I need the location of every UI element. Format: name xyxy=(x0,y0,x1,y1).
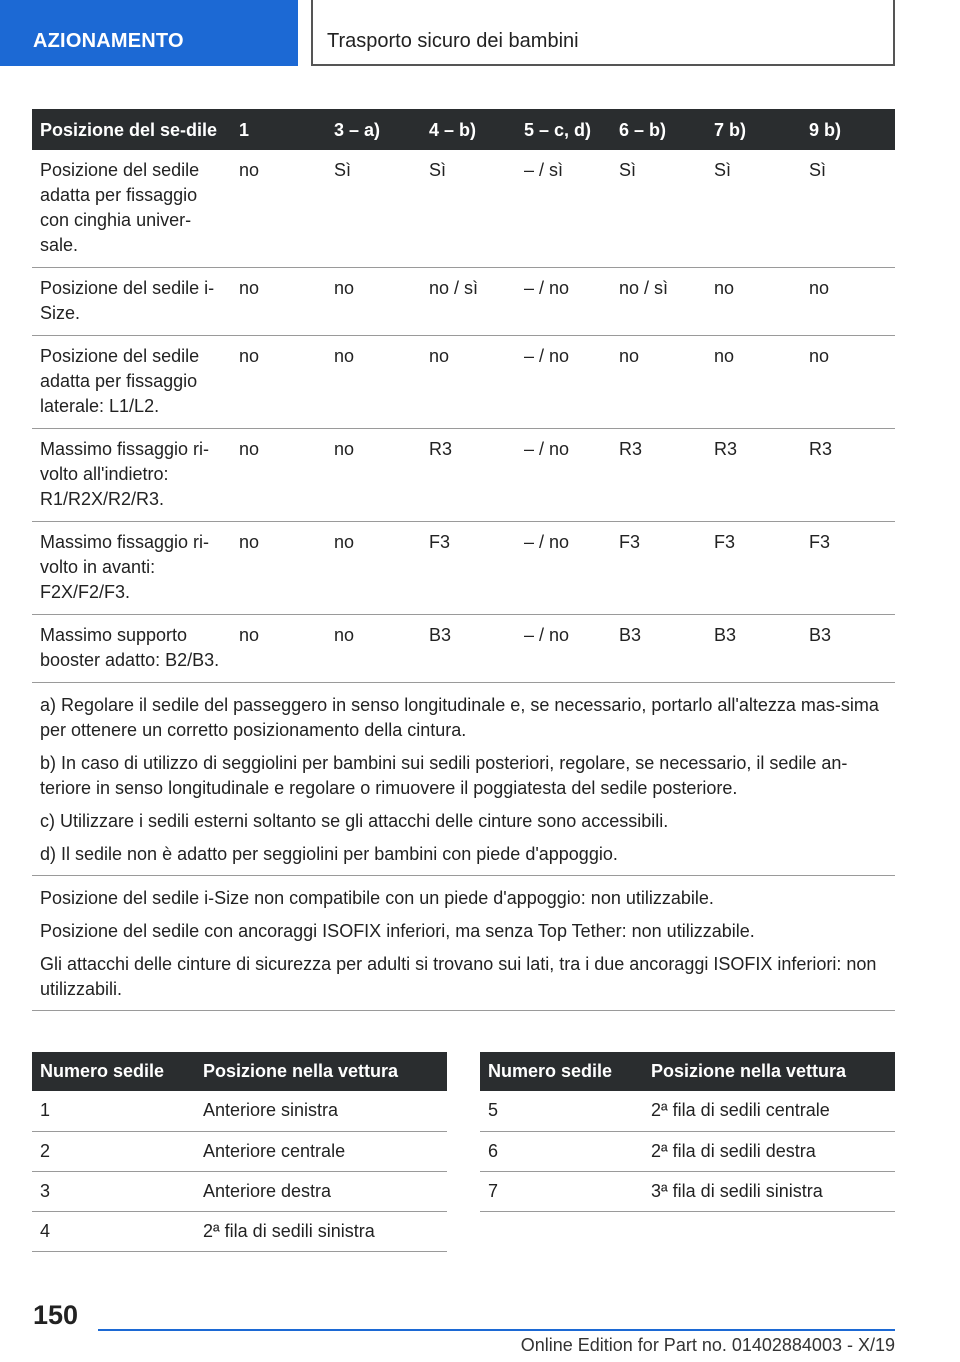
column-header: 6 – b) xyxy=(611,109,706,150)
table-cell: no xyxy=(801,336,895,429)
table-cell: Massimo supporto booster adatto: B2/B3. xyxy=(32,615,231,683)
table-cell: Posizione del sedile adatta per fissaggio con cinghia univer-sale. xyxy=(32,150,231,268)
table-cell: Sì xyxy=(326,150,421,268)
remark: Posizione del sedile i-Size non compatibile con un piede d'appoggio: non utilizzabile. xyxy=(40,888,714,908)
table-cell: B3 xyxy=(801,615,895,683)
footnotes-row xyxy=(32,683,895,876)
table-cell: B3 xyxy=(706,615,801,683)
seat-number: 6 xyxy=(480,1131,643,1171)
table-cell: no xyxy=(231,268,326,336)
table-cell: Sì xyxy=(706,150,801,268)
column-header: 3 – a) xyxy=(326,109,421,150)
seat-position: 2ª fila di sedili centrale xyxy=(643,1091,895,1131)
table-row xyxy=(32,1091,447,1131)
seat-position: 2ª fila di sedili destra xyxy=(643,1131,895,1171)
seat-position: Anteriore centrale xyxy=(195,1131,447,1171)
column-header: Posizione nella vettura xyxy=(195,1052,447,1091)
table-cell: no xyxy=(231,150,326,268)
table-cell: no xyxy=(611,336,706,429)
table-header-row xyxy=(32,109,895,150)
seat-number: 5 xyxy=(480,1091,643,1131)
column-header: Posizione del se-dile xyxy=(32,109,231,150)
column-header: Numero sedile xyxy=(480,1052,643,1091)
table-cell: Massimo fissaggio ri-volto all'indietro: R1/R2X/R2/R3. xyxy=(32,429,231,522)
table-row xyxy=(480,1171,895,1211)
page-number: 150 xyxy=(33,1300,79,1330)
table-row xyxy=(32,1131,447,1171)
seat-position: Anteriore destra xyxy=(195,1171,447,1211)
table-cell: B3 xyxy=(421,615,516,683)
footnote: b) In caso di utilizzo di seggiolini per bambini sui sedili posteriori, regolare, se necessario, il sedile an-teriore in senso longitudinale e regolare o rimuovere il poggiatesta del sedile posteriore. xyxy=(40,753,848,798)
table-cell: Sì xyxy=(421,150,516,268)
remarks-cell xyxy=(32,876,895,1011)
table-row xyxy=(32,336,895,429)
column-header: 5 – c, d) xyxy=(516,109,611,150)
seat-position: 2ª fila di sedili sinistra xyxy=(195,1211,447,1251)
table-cell: – / sì xyxy=(516,150,611,268)
compatibility-table xyxy=(32,109,895,1011)
table-cell: no xyxy=(231,336,326,429)
seat-number: 2 xyxy=(32,1131,195,1171)
table-cell: F3 xyxy=(611,522,706,615)
table-header-row xyxy=(32,1052,447,1091)
table-cell: – / no xyxy=(516,268,611,336)
table-row xyxy=(32,1211,447,1251)
table-cell: no xyxy=(421,336,516,429)
table-cell: no xyxy=(706,336,801,429)
footnote: c) Utilizzare i sedili esterni soltanto se gli attacchi delle cinture sono accessibili. xyxy=(40,811,669,831)
table-cell: no xyxy=(231,429,326,522)
table-cell: Sì xyxy=(801,150,895,268)
table-cell: – / no xyxy=(516,336,611,429)
table-cell: Sì xyxy=(611,150,706,268)
remark: Posizione del sedile con ancoraggi ISOFIX inferiori, ma senza Top Tether: non utilizzabile. xyxy=(40,921,755,941)
table-cell: Posizione del sedile i-Size. xyxy=(32,268,231,336)
section-tab[interactable]: AZIONAMENTO xyxy=(0,0,298,66)
seat-number: 3 xyxy=(32,1171,195,1211)
table-cell: – / no xyxy=(516,429,611,522)
footer-divider xyxy=(98,1329,895,1331)
seat-number-table-right xyxy=(480,1052,895,1212)
table-cell: no xyxy=(326,336,421,429)
column-header: 7 b) xyxy=(706,109,801,150)
seat-position: Anteriore sinistra xyxy=(195,1091,447,1131)
column-header: 4 – b) xyxy=(421,109,516,150)
table-cell: R3 xyxy=(611,429,706,522)
table-cell: F3 xyxy=(421,522,516,615)
table-header-row xyxy=(480,1052,895,1091)
table-row xyxy=(32,615,895,683)
table-cell: no xyxy=(231,522,326,615)
table-cell: Massimo fissaggio ri-volto in avanti: F2X/F2/F3. xyxy=(32,522,231,615)
table-cell: R3 xyxy=(706,429,801,522)
table-cell: F3 xyxy=(706,522,801,615)
column-header: 1 xyxy=(231,109,326,150)
table-cell: no xyxy=(801,268,895,336)
column-header: 9 b) xyxy=(801,109,895,150)
table-cell: no xyxy=(326,522,421,615)
table-cell: – / no xyxy=(516,615,611,683)
table-cell: F3 xyxy=(801,522,895,615)
seat-position: 3ª fila di sedili sinistra xyxy=(643,1171,895,1211)
footnote: d) Il sedile non è adatto per seggiolini per bambini con piede d'appoggio. xyxy=(40,844,618,864)
table-row xyxy=(32,268,895,336)
seat-number: 4 xyxy=(32,1211,195,1251)
footnote: a) Regolare il sedile del passeggero in senso longitudinale e, se necessario, portarlo all'altezza mas-sima per ottenere un corretto posizionamento della cintura. xyxy=(40,695,879,740)
table-cell: no xyxy=(706,268,801,336)
table-row xyxy=(480,1091,895,1131)
table-row xyxy=(32,522,895,615)
seat-number: 1 xyxy=(32,1091,195,1131)
table-cell: – / no xyxy=(516,522,611,615)
table-cell: no xyxy=(326,429,421,522)
seat-number-table-left xyxy=(32,1052,447,1252)
table-cell: no xyxy=(326,615,421,683)
table-row xyxy=(32,1171,447,1211)
remark: Gli attacchi delle cinture di sicurezza per adulti si trovano sui lati, tra i due ancoraggi ISOFIX inferiori: non utilizzabili. xyxy=(40,954,877,999)
seat-number: 7 xyxy=(480,1171,643,1211)
remarks-row xyxy=(32,876,895,1011)
table-cell: no xyxy=(326,268,421,336)
table-cell: no / sì xyxy=(421,268,516,336)
column-header: Numero sedile xyxy=(32,1052,195,1091)
column-header: Posizione nella vettura xyxy=(643,1052,895,1091)
table-cell: R3 xyxy=(421,429,516,522)
page-title: Trasporto sicuro dei bambini xyxy=(311,0,895,66)
table-row xyxy=(480,1131,895,1171)
table-cell: no / sì xyxy=(611,268,706,336)
table-row xyxy=(32,150,895,268)
edition-note: Online Edition for Part no. 01402884003 - X/19 xyxy=(520,1335,895,1355)
table-row xyxy=(32,429,895,522)
table-cell: Posizione del sedile adatta per fissaggio laterale: L1/L2. xyxy=(32,336,231,429)
table-cell: no xyxy=(231,615,326,683)
table-cell: B3 xyxy=(611,615,706,683)
table-cell: R3 xyxy=(801,429,895,522)
footnotes-cell xyxy=(32,683,895,876)
